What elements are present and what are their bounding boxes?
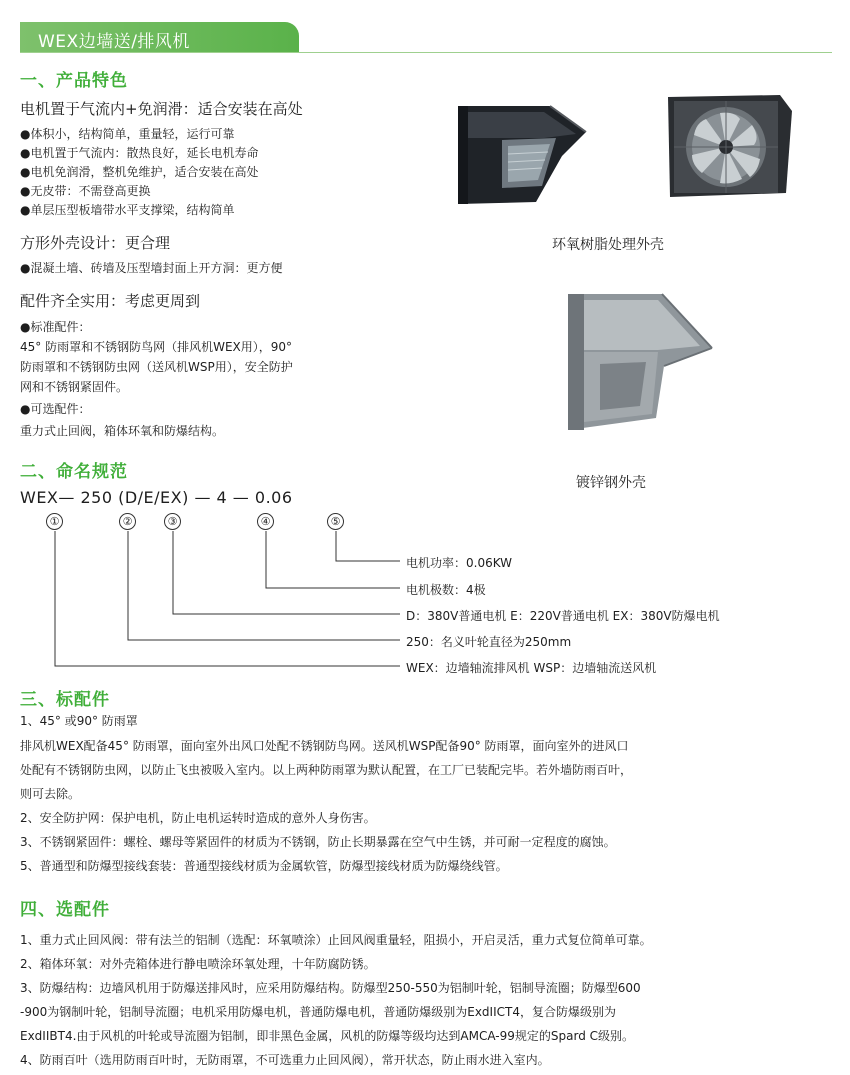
- standard-line: 排风机WEX配备45° 防雨罩，面向室外出风口处配不锈钢防鸟网。送风机WSP配备90° 防雨罩，面向室外的进风口: [20, 739, 629, 753]
- marker-1: ①: [46, 513, 63, 530]
- feature-group-3-title: 配件齐全实用：考虑更周到: [20, 292, 201, 310]
- optional-line: -900为钢制叶轮，铝制导流圈；电机采用防爆电机，普通防爆电机，普通防爆级别为ExdIICT4，复合防爆级别为: [20, 1005, 616, 1019]
- image-caption-galvanized: 镀锌钢外壳: [576, 475, 646, 491]
- optional-line: ExdIIBT4.由于风机的叶轮或导流圈为铝制，即非黑色金属，风机的防爆等级均达到AMCA-99规定的Spard C级别。: [20, 1029, 635, 1043]
- section-heading-standard: 三、标配件: [20, 690, 110, 710]
- feature-bullet: ●无皮带：不需登高更换: [20, 184, 151, 198]
- optional-line: 4、防雨百叶（选用防雨百叶时，无防雨罩，不可选重力止回风阀），常开状态，防止雨水进入室内。: [20, 1053, 550, 1067]
- standard-line: 1、45° 或90° 防雨罩: [20, 714, 138, 728]
- feature-group-1-title: 电机置于气流内+免润滑：适合安装在高处: [20, 100, 303, 118]
- optional-line: 1、重力式止回风阀：带有法兰的铝制（选配：环氧喷涂）止回风阀重量轻，阻损小，开启灵活，重力式复位简单可靠。: [20, 933, 652, 947]
- page-title: WEX边墙送/排风机: [38, 32, 190, 52]
- image-caption-epoxy: 环氧树脂处理外壳: [552, 237, 664, 253]
- marker-4: ④: [257, 513, 274, 530]
- section-heading-features: 一、产品特色: [20, 71, 128, 91]
- feature-group-2-title: 方形外壳设计：更合理: [20, 234, 171, 252]
- section-heading-optional: 四、选配件: [20, 900, 110, 920]
- feature-bullet: ●电机免润滑，整机免维护，适合安装在高处: [20, 165, 259, 179]
- accessory-line: 重力式止回阀，箱体环氧和防爆结构。: [20, 424, 225, 438]
- optional-line: 2、箱体环氧：对外壳箱体进行静电喷涂环氧处理，十年防腐防锈。: [20, 957, 376, 971]
- standard-line: 处配有不锈钢防虫网，以防止飞虫被吸入室内。以上两种防雨罩为默认配置，在工厂已装配完毕。若外墙防雨百叶，: [20, 763, 633, 777]
- feature-bullet: ●混凝土墙、砖墙及压型墙封面上开方洞：更方便: [20, 261, 283, 275]
- accessory-line: 45° 防雨罩和不锈钢防鸟网（排风机WEX用），90°: [20, 340, 293, 354]
- marker-3: ③: [164, 513, 181, 530]
- standard-line: 2、安全防护网：保护电机，防止电机运转时造成的意外人身伤害。: [20, 811, 376, 825]
- legend-power: 电机功率：0.06KW: [406, 556, 513, 570]
- accessory-line: 防雨罩和不锈钢防虫网（送风机WSP用），安全防护: [20, 360, 293, 374]
- feature-bullet: ●电机置于气流内：散热良好，延长电机寿命: [20, 146, 259, 160]
- optional-line: 3、防爆结构：边墙风机用于防爆送排风时，应采用防爆结构。防爆型250-550为铝制叶轮，铝制导流圈；防爆型600: [20, 981, 641, 995]
- marker-5: ⑤: [327, 513, 344, 530]
- standard-line: 5、普通型和防爆型接线套装：普通型接线材质为金属软管，防爆型接线材质为防爆绕线管。: [20, 859, 508, 873]
- legend-diameter: 250：名义叶轮直径为250mm: [406, 635, 572, 649]
- standard-line: 则可去除。: [20, 787, 81, 801]
- section-heading-naming: 二、命名规范: [20, 462, 128, 482]
- accessory-line: ●标准配件：: [20, 320, 91, 334]
- standard-line: 3、不锈钢紧固件：螺栓、螺母等紧固件的材质为不锈钢，防止长期暴露在空气中生锈，并可耐一定程度的腐蚀。: [20, 835, 616, 849]
- accessory-line: ●可选配件：: [20, 402, 91, 416]
- feature-bullet: ●体积小，结构简单，重量轻，运行可靠: [20, 127, 235, 141]
- legend-poles: 电机极数：4极: [406, 583, 486, 597]
- legend-type: WEX：边墙轴流排风机 WSP：边墙轴流送风机: [406, 661, 657, 675]
- model-code: WEX— 250 (D/E/EX) — 4 — 0.06: [20, 488, 293, 507]
- legend-motor: D：380V普通电机 E：220V普通电机 EX：380V防爆电机: [406, 609, 720, 623]
- marker-2: ②: [119, 513, 136, 530]
- accessory-line: 网和不锈钢紧固件。: [20, 380, 129, 394]
- feature-bullet: ●单层压型板墙带水平支撑梁，结构简单: [20, 203, 235, 217]
